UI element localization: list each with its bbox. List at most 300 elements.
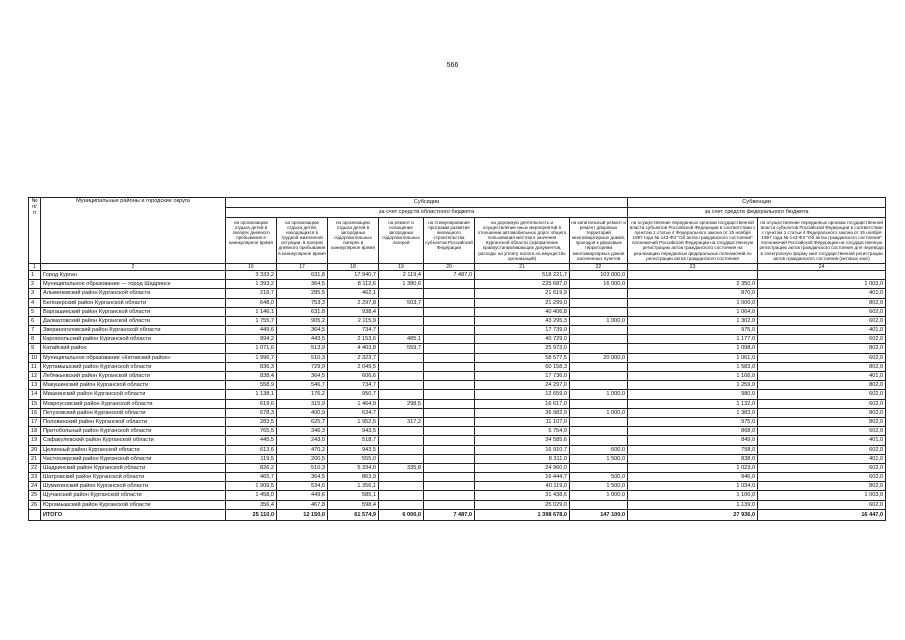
value-col-19: [379, 436, 424, 445]
value-col-24: 802,0: [758, 362, 886, 371]
value-col-16: 838,4: [226, 372, 277, 381]
col-number: 17: [277, 263, 328, 270]
municipality-name: Лебяжьевский район Курганской области: [41, 372, 226, 381]
value-col-23: 1 302,0: [628, 316, 758, 325]
table-row: [29, 280, 886, 289]
row-number: 4: [29, 298, 41, 307]
value-col-19: [379, 482, 424, 491]
municipality-name: Частоозерский район Курганской области: [41, 454, 226, 463]
value-col-16: 1 146,1: [226, 307, 277, 316]
municipality-name: Альменевский район Курганской области: [41, 289, 226, 298]
municipality-name: Шумихинский район Курганской области: [41, 482, 226, 491]
header-col-23: на осуществление переданных органам государственной власти субъектов Российской Федерации в соответствии с пунктом 1 статьи 4 Федерального закона от 15 ноября 1997 года № 143-ФЗ "Об актах гражданского состояния" полномочий Российской Федерации на государственную регистрацию актов гражданского состояния на реализацию переданных федеральных полномочий по регистрации актов гражданского состояния: [628, 218, 758, 264]
municipality-name: Мокроусовский район Курганской области: [41, 399, 226, 408]
value-col-17: 467,8: [277, 500, 328, 509]
value-col-16: 465,7: [226, 473, 277, 482]
value-col-19: 298,5: [379, 399, 424, 408]
value-col-21: 24 960,0: [475, 463, 570, 472]
value-col-22: [570, 298, 628, 307]
value-col-22: [570, 381, 628, 390]
value-col-16: 1 071,6: [226, 344, 277, 353]
value-col-21: 8 311,0: [475, 454, 570, 463]
value-col-18: 2 049,5: [328, 362, 379, 371]
value-col-21: 58 577,5: [475, 353, 570, 362]
value-col-16: 1 393,2: [226, 280, 277, 289]
table-row: [29, 381, 886, 390]
value-col-22: 1 000,0: [570, 390, 628, 399]
municipality-name: Куртамышский район Курганской области: [41, 362, 226, 371]
value-col-20: [424, 326, 475, 335]
header-col-24: на осуществление переданных органам государственной власти субъектов Российской Федерации в соответствии с пунктом 1 статьи 4 Федерального закона от 15 ноября 1997 года № 143-ФЗ "Об актах гражданского состояния" полномочий Российской Федерации на государственную регистрацию актов гражданского состояния для перевода в электронную форму книг государственной регистрации актов гражданского состояния (актовых книг): [758, 218, 886, 264]
municipality-name: Катайский район: [41, 344, 226, 353]
value-col-21: 40 729,0: [475, 335, 570, 344]
value-col-23: 1 034,0: [628, 482, 758, 491]
value-col-20: [424, 399, 475, 408]
value-col-24: 602,0: [758, 500, 886, 509]
value-col-20: [424, 353, 475, 362]
value-col-21: 21 299,0: [475, 298, 570, 307]
col-number: 1: [29, 263, 41, 270]
value-col-23: 980,0: [628, 390, 758, 399]
value-col-22: [570, 362, 628, 371]
row-number: 3: [29, 289, 41, 298]
value-col-24: 401,0: [758, 326, 886, 335]
value-col-24: 602,0: [758, 445, 886, 454]
value-col-17: 315,9: [277, 399, 328, 408]
value-col-20: [424, 307, 475, 316]
value-col-16: 558,9: [226, 381, 277, 390]
budget-table: [28, 197, 886, 521]
value-col-16: 1 909,5: [226, 482, 277, 491]
value-col-16: 994,2: [226, 335, 277, 344]
value-col-24: 802,0: [758, 482, 886, 491]
value-col-24: 802,0: [758, 298, 886, 307]
value-col-20: [424, 316, 475, 325]
value-col-22: [570, 427, 628, 436]
municipality-name: Щучанский район Курганской области: [41, 491, 226, 500]
value-col-22: [570, 417, 628, 426]
value-col-20: [424, 491, 475, 500]
value-col-20: 7 487,0: [424, 509, 475, 520]
value-col-23: 2 350,0: [628, 280, 758, 289]
value-col-18: 863,9: [328, 473, 379, 482]
col-number: 21: [475, 263, 570, 270]
value-col-21: 60 158,3: [475, 362, 570, 371]
municipality-name: Мишкинский район Курганской области: [41, 390, 226, 399]
value-col-16: 1 996,7: [226, 353, 277, 362]
table-row: [29, 298, 886, 307]
value-col-17: 631,8: [277, 270, 328, 279]
value-col-22: 20 000,0: [570, 353, 628, 362]
row-number: 1: [29, 270, 41, 279]
table-row: [29, 390, 886, 399]
value-col-21: 34 585,6: [475, 436, 570, 445]
value-col-21: 12 659,0: [475, 390, 570, 399]
header-col-16: на организацию отдыха детей в лагерях дневного пребывания в каникулярное время: [226, 218, 277, 264]
value-col-23: 1 061,0: [628, 353, 758, 362]
value-col-22: 500,0: [570, 473, 628, 482]
table-row: [29, 362, 886, 371]
value-col-19: 1 380,6: [379, 280, 424, 289]
value-col-18: 1 356,1: [328, 482, 379, 491]
row-number: 22: [29, 463, 41, 472]
row-number: 25: [29, 491, 41, 500]
value-col-21: 16 617,0: [475, 399, 570, 408]
table-row: [29, 500, 886, 509]
value-col-18: 462,1: [328, 289, 379, 298]
value-col-19: 559,7: [379, 344, 424, 353]
value-col-16: 216,7: [226, 289, 277, 298]
value-col-16: 619,6: [226, 399, 277, 408]
municipality-name: Белозерский район Курганской области: [41, 298, 226, 307]
value-col-18: 585,1: [328, 491, 379, 500]
total-row: [29, 509, 886, 520]
value-col-17: 470,2: [277, 445, 328, 454]
value-col-24: 1 003,0: [758, 280, 886, 289]
value-col-24: 602,0: [758, 473, 886, 482]
value-col-19: [379, 454, 424, 463]
value-col-17: 364,5: [277, 372, 328, 381]
header-federal-budget: за счет средств федерального бюджета: [628, 208, 886, 218]
header-col-19: на ремонт и оснащение загородных оздоровительных лагерей: [379, 218, 424, 264]
table-row: [29, 326, 886, 335]
value-col-20: [424, 280, 475, 289]
value-col-19: 6 000,0: [379, 509, 424, 520]
table-row: [29, 454, 886, 463]
municipality-name: Шатровский район Курганской области: [41, 473, 226, 482]
value-col-24: 401,0: [758, 289, 886, 298]
value-col-19: [379, 491, 424, 500]
value-col-19: [379, 445, 424, 454]
value-col-17: 510,3: [277, 353, 328, 362]
value-col-17: 905,2: [277, 316, 328, 325]
col-number: 18: [328, 263, 379, 270]
municipality-name: ИТОГО: [41, 509, 226, 520]
value-col-22: [570, 326, 628, 335]
value-col-18: 1 464,9: [328, 399, 379, 408]
value-col-21: 43 295,3: [475, 316, 570, 325]
value-col-22: [570, 500, 628, 509]
value-col-20: [424, 362, 475, 371]
value-col-19: [379, 473, 424, 482]
row-number: 21: [29, 454, 41, 463]
value-col-19: [379, 381, 424, 390]
row-number: [29, 509, 41, 520]
value-col-20: [424, 335, 475, 344]
value-col-24: 401,0: [758, 436, 886, 445]
row-number: 13: [29, 381, 41, 390]
value-col-20: [424, 408, 475, 417]
table-row: [29, 417, 886, 426]
value-col-19: 2 119,4: [379, 270, 424, 279]
value-col-17: 12 150,0: [277, 509, 328, 520]
value-col-20: [424, 381, 475, 390]
value-col-18: 634,7: [328, 408, 379, 417]
value-col-23: 1 000,0: [628, 298, 758, 307]
municipality-name: Половинский район Курганской области: [41, 417, 226, 426]
col-number: 23: [628, 263, 758, 270]
value-col-20: [424, 436, 475, 445]
value-col-24: 16 447,0: [758, 509, 886, 520]
value-col-17: 510,3: [277, 463, 328, 472]
value-col-16: 449,6: [226, 326, 277, 335]
row-number: 15: [29, 399, 41, 408]
header-row-1: [29, 198, 886, 208]
row-number: 12: [29, 372, 41, 381]
value-col-24: 602,0: [758, 427, 886, 436]
row-number: 24: [29, 482, 41, 491]
value-col-16: 445,5: [226, 436, 277, 445]
col-number: 20: [424, 263, 475, 270]
municipality-name: Муниципальное образование «Кетовский район»: [41, 353, 226, 362]
municipality-name: Петуховский район Курганской области: [41, 408, 226, 417]
value-col-17: 285,5: [277, 289, 328, 298]
value-col-19: 317,2: [379, 417, 424, 426]
value-col-18: 2 153,6: [328, 335, 379, 344]
value-col-24: 602,0: [758, 316, 886, 325]
value-col-19: [379, 372, 424, 381]
municipality-name: Далматовский район Курганской области: [41, 316, 226, 325]
value-col-19: 335,8: [379, 463, 424, 472]
value-col-16: 678,3: [226, 408, 277, 417]
value-col-23: 1 259,0: [628, 381, 758, 390]
municipality-name: Притобольный район Курганской области: [41, 427, 226, 436]
value-col-23: 1 064,0: [628, 307, 758, 316]
value-col-22: 1 000,0: [570, 408, 628, 417]
value-col-23: 27 936,0: [628, 509, 758, 520]
value-col-22: [570, 289, 628, 298]
value-col-18: 598,4: [328, 500, 379, 509]
value-col-20: 7 487,0: [424, 270, 475, 279]
value-col-24: 602,0: [758, 353, 886, 362]
value-col-16: 1 458,0: [226, 491, 277, 500]
value-col-17: 243,0: [277, 436, 328, 445]
value-col-23: 1 098,0: [628, 344, 758, 353]
header-col-18: на организацию отдыха детей в загородных оздоровительных лагерях в каникулярное время: [328, 218, 379, 264]
header-no: № п/п: [29, 198, 41, 264]
value-col-20: [424, 427, 475, 436]
column-number-row: [29, 263, 886, 270]
municipality-name: Юргамышский район Курганской области: [41, 500, 226, 509]
municipality-name: Звериноголовский район Курганской области: [41, 326, 226, 335]
value-col-18: 5 334,0: [328, 463, 379, 472]
value-col-16: 836,3: [226, 362, 277, 371]
value-col-18: 8 112,6: [328, 280, 379, 289]
value-col-22: [570, 436, 628, 445]
value-col-19: [379, 326, 424, 335]
municipality-name: Макушинский район Курганской области: [41, 381, 226, 390]
value-col-22: [570, 344, 628, 353]
value-col-22: [570, 307, 628, 316]
value-col-19: [379, 500, 424, 509]
value-col-23: 1 166,0: [628, 372, 758, 381]
row-number: 23: [29, 473, 41, 482]
value-col-22: 1 000,0: [570, 316, 628, 325]
value-col-23: [628, 270, 758, 279]
table-row: [29, 436, 886, 445]
value-col-22: 1 500,0: [570, 454, 628, 463]
value-col-18: 2 323,7: [328, 353, 379, 362]
value-col-16: 765,5: [226, 427, 277, 436]
value-col-20: [424, 500, 475, 509]
table-row: [29, 463, 886, 472]
value-col-20: [424, 473, 475, 482]
value-col-21: 40 119,0: [475, 482, 570, 491]
value-col-17: 729,0: [277, 362, 328, 371]
value-col-16: 648,0: [226, 298, 277, 307]
table-row: [29, 353, 886, 362]
value-col-17: 449,6: [277, 491, 328, 500]
table-row: [29, 335, 886, 344]
value-col-17: 364,5: [277, 326, 328, 335]
table-row: [29, 491, 886, 500]
value-col-22: 600,0: [570, 445, 628, 454]
row-number: 19: [29, 436, 41, 445]
value-col-18: 938,4: [328, 307, 379, 316]
value-col-20: [424, 482, 475, 491]
col-number: 22: [570, 263, 628, 270]
value-col-16: 356,4: [226, 500, 277, 509]
table-row: [29, 427, 886, 436]
value-col-21: 17 739,0: [475, 326, 570, 335]
value-col-23: 838,0: [628, 454, 758, 463]
value-col-17: 400,9: [277, 408, 328, 417]
row-number: 18: [29, 427, 41, 436]
value-col-18: 61 574,9: [328, 509, 379, 520]
value-col-21: 21 619,9: [475, 289, 570, 298]
value-col-18: 17 940,7: [328, 270, 379, 279]
value-col-16: 1 138,1: [226, 390, 277, 399]
value-col-18: 2 115,9: [328, 316, 379, 325]
value-col-20: [424, 454, 475, 463]
value-col-24: 802,0: [758, 417, 886, 426]
row-number: 16: [29, 408, 41, 417]
value-col-21: 25 029,0: [475, 500, 570, 509]
value-col-17: 364,5: [277, 280, 328, 289]
value-col-19: [379, 362, 424, 371]
value-col-21: 17 736,0: [475, 372, 570, 381]
row-number: 8: [29, 335, 41, 344]
value-col-17: 625,7: [277, 417, 328, 426]
value-col-22: 1 500,0: [570, 482, 628, 491]
value-col-19: [379, 408, 424, 417]
row-number: 10: [29, 353, 41, 362]
value-col-23: 975,0: [628, 417, 758, 426]
value-col-19: [379, 307, 424, 316]
value-col-24: [758, 270, 886, 279]
value-col-22: [570, 372, 628, 381]
municipality-name: Муниципальное образование — город Шадринск: [41, 280, 226, 289]
value-col-24: 1 003,0: [758, 491, 886, 500]
row-number: 20: [29, 445, 41, 454]
municipality-name: Целинный район Курганской области: [41, 445, 226, 454]
value-col-23: 975,0: [628, 326, 758, 335]
value-col-24: 401,0: [758, 454, 886, 463]
table-row: [29, 445, 886, 454]
value-col-19: 485,1: [379, 335, 424, 344]
value-col-18: 950,7: [328, 390, 379, 399]
value-col-18: 2 297,8: [328, 298, 379, 307]
value-col-21: 25 973,0: [475, 344, 570, 353]
value-col-23: 758,0: [628, 445, 758, 454]
value-col-23: 868,0: [628, 427, 758, 436]
row-number: 2: [29, 280, 41, 289]
value-col-16: 25 110,0: [226, 509, 277, 520]
value-col-17: 443,5: [277, 335, 328, 344]
value-col-18: 4 403,8: [328, 344, 379, 353]
value-col-21: 31 438,6: [475, 491, 570, 500]
value-col-22: [570, 399, 628, 408]
value-col-18: 943,5: [328, 445, 379, 454]
table-row: [29, 372, 886, 381]
row-number: 17: [29, 417, 41, 426]
value-col-16: 1 755,7: [226, 316, 277, 325]
table-row: [29, 307, 886, 316]
value-col-24: 802,0: [758, 381, 886, 390]
value-col-17: 546,7: [277, 381, 328, 390]
value-col-23: 1 383,0: [628, 408, 758, 417]
value-col-24: 602,0: [758, 307, 886, 316]
value-col-18: 555,0: [328, 454, 379, 463]
value-col-16: 119,5: [226, 454, 277, 463]
value-col-17: 364,5: [277, 473, 328, 482]
value-col-21: 518 221,7: [475, 270, 570, 279]
col-number: 16: [226, 263, 277, 270]
value-col-23: 1 106,0: [628, 491, 758, 500]
row-number: 5: [29, 307, 41, 316]
table-row: [29, 289, 886, 298]
value-col-18: 734,7: [328, 381, 379, 390]
header-subsidies: Субсидии: [226, 198, 628, 208]
header-col-21: на дорожную деятельность и осуществление иных мероприятий в отношении автомобильных дорог общего пользования местного значения Курганской области (оформление правоустанавливающих документов, расходы на уплату налога на имущество организаций): [475, 218, 570, 264]
municipality-name: Город Курган: [41, 270, 226, 279]
value-col-24: 401,0: [758, 372, 886, 381]
value-col-16: 613,6: [226, 445, 277, 454]
municipality-name: Сафакулевский район Курганской области: [41, 436, 226, 445]
value-col-24: 602,0: [758, 335, 886, 344]
value-col-19: [379, 353, 424, 362]
value-col-18: 606,6: [328, 372, 379, 381]
header-municipality: Муниципальные районы и городские округа: [41, 198, 226, 264]
value-col-16: 826,2: [226, 463, 277, 472]
value-col-16: 3 333,2: [226, 270, 277, 279]
header-col-20: на стимулирование программ развития жилищного строительства субъектов Российской Федерации: [424, 218, 475, 264]
header-subventions: Субвенции: [628, 198, 886, 208]
value-col-23: 849,0: [628, 436, 758, 445]
value-col-24: 802,0: [758, 344, 886, 353]
col-number: 19: [379, 263, 424, 270]
value-col-17: 176,2: [277, 390, 328, 399]
value-col-22: [570, 463, 628, 472]
value-col-23: 1 583,0: [628, 362, 758, 371]
municipality-name: Каргапольский район Курганской области: [41, 335, 226, 344]
value-col-23: 1 177,0: [628, 335, 758, 344]
value-col-23: 870,0: [628, 289, 758, 298]
value-col-24: 602,0: [758, 390, 886, 399]
value-col-21: 1 398 678,0: [475, 509, 570, 520]
value-col-20: [424, 344, 475, 353]
value-col-20: [424, 289, 475, 298]
table-row: [29, 473, 886, 482]
value-col-17: 631,8: [277, 307, 328, 316]
row-number: 6: [29, 316, 41, 325]
value-col-21: 5 754,0: [475, 427, 570, 436]
value-col-16: 283,5: [226, 417, 277, 426]
value-col-22: 1 000,0: [570, 491, 628, 500]
col-number: 2: [41, 263, 226, 270]
value-col-17: 534,6: [277, 482, 328, 491]
header-regional-budget: за счет средств областного бюджета: [226, 208, 628, 218]
